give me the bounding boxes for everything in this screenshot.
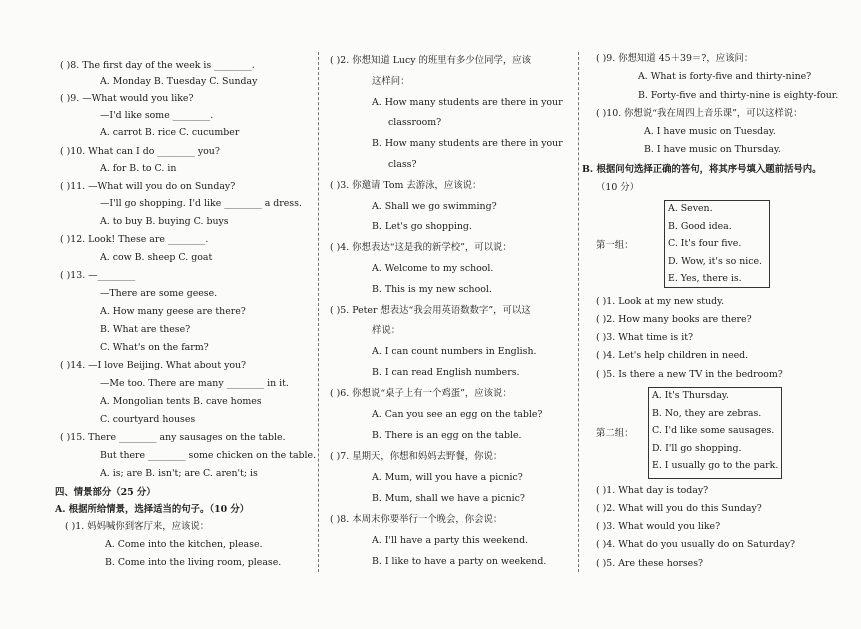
col3-line: A. What is forty-five and thirty-nine? xyxy=(638,71,812,82)
col2-line: ( )2. 你想知道 Lucy 的班里有多少位同学，应该 xyxy=(330,55,531,66)
answer-option: E. I usually go to the park. xyxy=(652,460,779,471)
col3-line: ( )1. Look at my new study. xyxy=(596,296,725,307)
col2-line: B. There is an egg on the table. xyxy=(372,430,522,441)
col1-line: —I'll go shopping. I'd like ________ a dress. xyxy=(100,198,302,209)
col1-line: —There are some geese. xyxy=(100,288,218,299)
col1-line: A. for B. to C. in xyxy=(100,163,177,174)
col3-line: ( )5. Is there a new TV in the bedroom? xyxy=(596,369,783,380)
col2-line: class? xyxy=(388,159,417,170)
col1-line: B. Come into the living room, please. xyxy=(105,557,282,568)
col1-line: C. courtyard houses xyxy=(100,414,196,425)
col3-line: B. Forty-five and thirty-nine is eighty-four. xyxy=(638,90,839,101)
col1-line: ( )11. —What will you do on Sunday? xyxy=(60,181,236,192)
column-divider-right xyxy=(578,52,579,572)
answer-option: A. It's Thursday. xyxy=(652,390,729,401)
answer-box-group-2 xyxy=(648,387,782,479)
answer-option: D. Wow, it's so nice. xyxy=(668,255,763,267)
col1-line: ( )1. 妈妈喊你到客厅来，应该说： xyxy=(65,521,210,532)
col1-line: ( )14. —I love Beijing. What about you? xyxy=(60,360,247,371)
col1-line: ( )15. There ________ any sausages on the table. xyxy=(60,432,286,443)
col3-line: ( )3. What time is it? xyxy=(596,332,693,343)
col2-line: A. Shall we go swimming? xyxy=(372,201,497,212)
col2-line: 这样问： xyxy=(372,76,410,87)
col3-line: 第一组： xyxy=(596,240,634,251)
col2-line: B. How many students are there in your xyxy=(372,138,563,149)
col1-line: But there ________ some chicken on the table. xyxy=(100,450,317,461)
col1-line: ( )8. The first day of the week is ________. xyxy=(60,60,255,71)
col1-line: B. What are these? xyxy=(100,324,191,335)
col1-line: A. is; are B. isn't; are C. aren't; is xyxy=(100,468,258,479)
col2-line: ( )4. 你想表达“这是我的新学校”，可以说： xyxy=(330,242,512,253)
answer-option: B. Good idea. xyxy=(668,220,732,232)
answer-option: C. I'd like some sausages. xyxy=(652,425,775,436)
col1-line: A. Come into the kitchen, please. xyxy=(105,539,263,550)
answer-option: C. It's four five. xyxy=(668,238,742,249)
col2-line: B. This is my new school. xyxy=(372,284,492,295)
col3-line: ( )3. What would you like? xyxy=(596,521,721,532)
col3-line: B. I have music on Thursday. xyxy=(644,144,781,155)
col1-line: A. How many geese are there? xyxy=(100,306,246,317)
col3-line: ( )4. What do you usually do on Saturday? xyxy=(596,539,796,550)
col1-line: ( )9. —What would you like? xyxy=(60,93,194,104)
col1-line: A. carrot B. rice C. cucumber xyxy=(100,127,240,138)
col1-line: ( )13. —________ xyxy=(60,270,136,281)
answer-option: A. Seven. xyxy=(668,203,713,214)
answer-option: E. Yes, there is. xyxy=(668,273,742,284)
col1-line: A. Monday B. Tuesday C. Sunday xyxy=(100,76,258,87)
column-divider-left xyxy=(318,52,319,572)
col3-line: ( )5. Are these horses? xyxy=(596,558,704,569)
col3-line: ( )1. What day is today? xyxy=(596,485,709,496)
col2-line: 样说： xyxy=(372,325,401,336)
col3-line: A. I have music on Tuesday. xyxy=(644,126,776,137)
col2-line: ( )6. 你想说“桌子上有一个鸡蛋”，应该说： xyxy=(330,388,512,399)
col2-line: ( )8. 本周末你要举行一个晚会，你会说： xyxy=(330,514,503,525)
col1-line: A. 根据所给情景，选择适当的句子。（10 分） xyxy=(55,504,250,515)
col3-line: ( )2. What will you do this Sunday? xyxy=(596,503,762,514)
col1-line: A. to buy B. buying C. buys xyxy=(100,216,229,227)
col3-line: 第二组： xyxy=(596,428,634,439)
col3-line: （10 分） xyxy=(596,182,640,193)
answer-option: D. I'll go shopping. xyxy=(652,442,742,454)
col2-line: classroom? xyxy=(388,117,442,128)
col1-line: C. What's on the farm? xyxy=(100,342,209,353)
col2-line: A. I'll have a party this weekend. xyxy=(372,535,529,546)
col2-line: ( )3. 你邀请 Tom 去游泳，应该说： xyxy=(330,180,482,191)
col2-line: B. I like to have a party on weekend. xyxy=(372,556,547,567)
col2-line: A. Mum, will you have a picnic? xyxy=(372,472,523,483)
col2-line: A. I can count numbers in English. xyxy=(372,346,537,357)
col1-line: —Me too. There are many ________ in it. xyxy=(100,378,289,389)
col3-line: ( )2. How many books are there? xyxy=(596,314,752,325)
col2-line: ( )7. 星期天，你想和妈妈去野餐，你说： xyxy=(330,451,503,462)
col3-line: B. 根据问句选择正确的答句，将其序号填入题前括号内。 xyxy=(582,164,822,175)
col1-line: 四、情景部分（25 分） xyxy=(55,487,156,498)
col2-line: B. I can read English numbers. xyxy=(372,367,520,378)
answer-box-group-1 xyxy=(664,200,770,288)
col3-line: ( )4. Let's help children in need. xyxy=(596,350,749,361)
col1-line: ( )10. What can I do ________ you? xyxy=(60,146,220,157)
col3-line: ( )10. 你想说“我在周四上音乐课”，可以这样说： xyxy=(596,108,803,119)
col1-line: —I'd like some ________. xyxy=(100,110,214,121)
col2-line: A. Welcome to my school. xyxy=(372,263,494,274)
col1-line: A. cow B. sheep C. goat xyxy=(100,252,213,263)
col2-line: ( )5. Peter 想表达“我会用英语数数字”，可以这 xyxy=(330,305,531,316)
col2-line: A. Can you see an egg on the table? xyxy=(372,409,543,420)
col1-line: A. Mongolian tents B. cave homes xyxy=(100,396,262,407)
col2-line: B. Let's go shopping. xyxy=(372,221,472,232)
col2-line: A. How many students are there in your xyxy=(372,97,563,108)
col1-line: ( )12. Look! These are ________. xyxy=(60,234,209,245)
col3-line: ( )9. 你想知道 45＋39＝?，应该问： xyxy=(596,53,754,64)
col2-line: B. Mum, shall we have a picnic? xyxy=(372,493,525,504)
answer-option: B. No, they are zebras. xyxy=(652,407,762,419)
